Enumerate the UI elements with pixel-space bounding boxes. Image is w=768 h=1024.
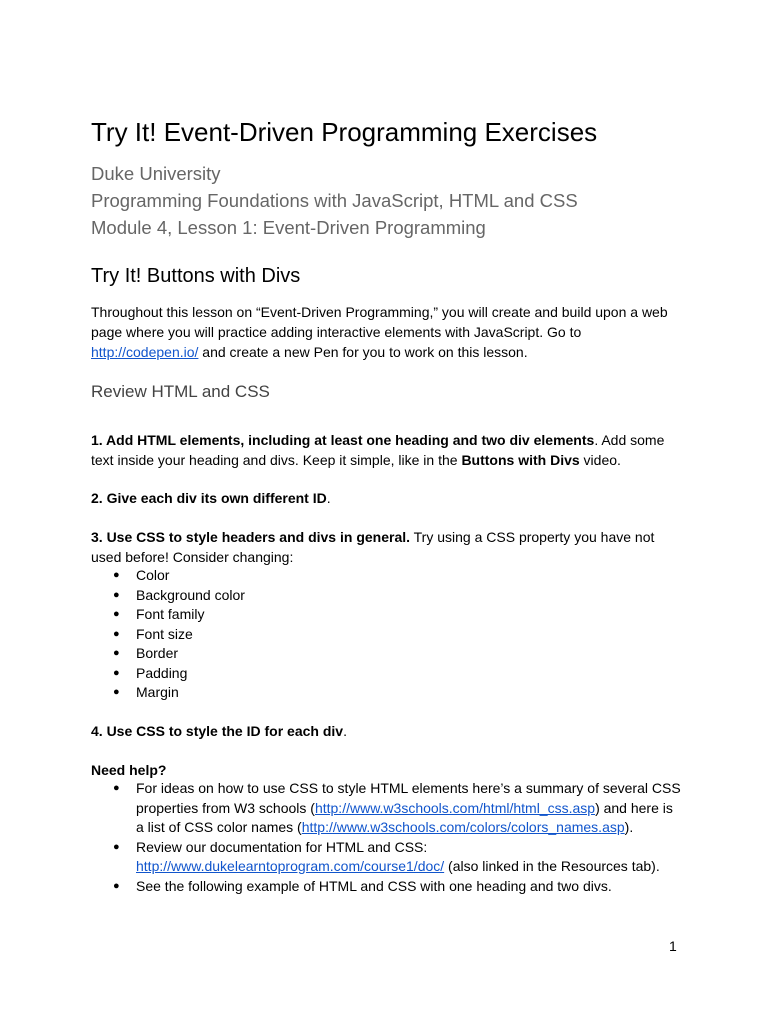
- help-list: [91, 779, 681, 896]
- list-item: ● Color: [91, 566, 681, 586]
- list-item: ● Review our documentation for HTML and CSS: http://www.dukelearntoprogram.com/course1/doc/ (also linked in the Resources tab).: [113, 838, 660, 874]
- list-item: ● For ideas on how to use CSS to style HTML elements here’s a summary of several CSS properties from W3 schools (http://www.w3schools.com/html/html_css.asp) and here is a list of CSS color names (http://www.w3schools.com/colors/colors_names.asp).: [113, 780, 681, 835]
- list-item: ● Border: [91, 644, 681, 664]
- step-1-bold: 1. Add HTML elements, including at least one heading and two div elements: [91, 432, 595, 448]
- list-item: ● Padding: [91, 664, 681, 684]
- list-item: ● Font size: [91, 625, 681, 645]
- step-2-bold: 2. Give each div its own different ID: [91, 490, 327, 506]
- subtitle-module: Module 4, Lesson 1: Event-Driven Programming: [91, 217, 486, 238]
- duke-doc-link[interactable]: http://www.dukelearntoprogram.com/course1/doc/: [136, 858, 445, 874]
- intro-text-end: and create a new Pen for you to work on this lesson.: [198, 344, 528, 360]
- document-title: Try It! Event-Driven Programming Exercises: [91, 117, 598, 147]
- step-4: [91, 721, 681, 741]
- w3schools-css-link[interactable]: http://www.w3schools.com/html/html_css.asp: [314, 799, 596, 816]
- intro-paragraph: [91, 302, 681, 362]
- list-item: ● Margin: [91, 683, 681, 703]
- step-1-video-name: Buttons with Divs: [461, 452, 580, 468]
- intro-text: Throughout this lesson on “Event-Driven Programming,” you will create and build upon a web page where you will practice adding interactive elements with JavaScript. Go to: [91, 304, 668, 340]
- bullet-icon: ●: [113, 686, 120, 698]
- list-item: ● See the following example of HTML and CSS with one heading and two divs.: [91, 877, 681, 897]
- subtitle-course: Programming Foundations with JavaScript, HTML and CSS: [91, 190, 578, 211]
- step-3: [91, 527, 681, 567]
- step-4-text: .: [343, 723, 347, 739]
- step-3-bold: 3. Use CSS to style headers and divs in general.: [91, 529, 411, 545]
- codepen-link[interactable]: http://codepen.io/: [91, 344, 199, 360]
- list-item: ● Background color: [91, 586, 681, 606]
- bullet-icon: ●: [113, 627, 120, 640]
- step-3-text: Try using a CSS property you have not used before! Consider changing:: [91, 529, 655, 565]
- bullet-icon: ●: [113, 647, 120, 659]
- subtitle-university: Duke University: [91, 163, 221, 184]
- bullet-icon: ●: [113, 879, 120, 892]
- list-item: ● Font family: [91, 605, 681, 625]
- bullet-icon: ●: [113, 666, 120, 679]
- step-1-text-end: video.: [579, 452, 621, 468]
- w3schools-colors-link[interactable]: http://www.w3schools.com/colors/colors_names.asp: [301, 819, 625, 835]
- bullet-icon: ●: [113, 840, 120, 853]
- bullet-icon: ●: [113, 782, 120, 794]
- review-subheading: Review HTML and CSS: [91, 382, 270, 401]
- bullet-icon: ●: [113, 588, 120, 601]
- section-heading: Try It! Buttons with Divs: [91, 265, 301, 287]
- bullet-icon: ●: [113, 608, 120, 620]
- step-4-bold: 4. Use CSS to style the ID for each div: [91, 723, 344, 739]
- bullet-icon: ●: [113, 569, 120, 581]
- help-heading: Need help?: [91, 762, 167, 778]
- page-number: 1: [669, 938, 677, 954]
- css-properties-list: [91, 566, 681, 703]
- step-2: [91, 488, 681, 508]
- step-2-text: .: [326, 490, 331, 506]
- step-1-text: . Add some text inside your heading and divs. Keep it simple, like in the: [91, 432, 665, 468]
- step-1: [91, 430, 681, 470]
